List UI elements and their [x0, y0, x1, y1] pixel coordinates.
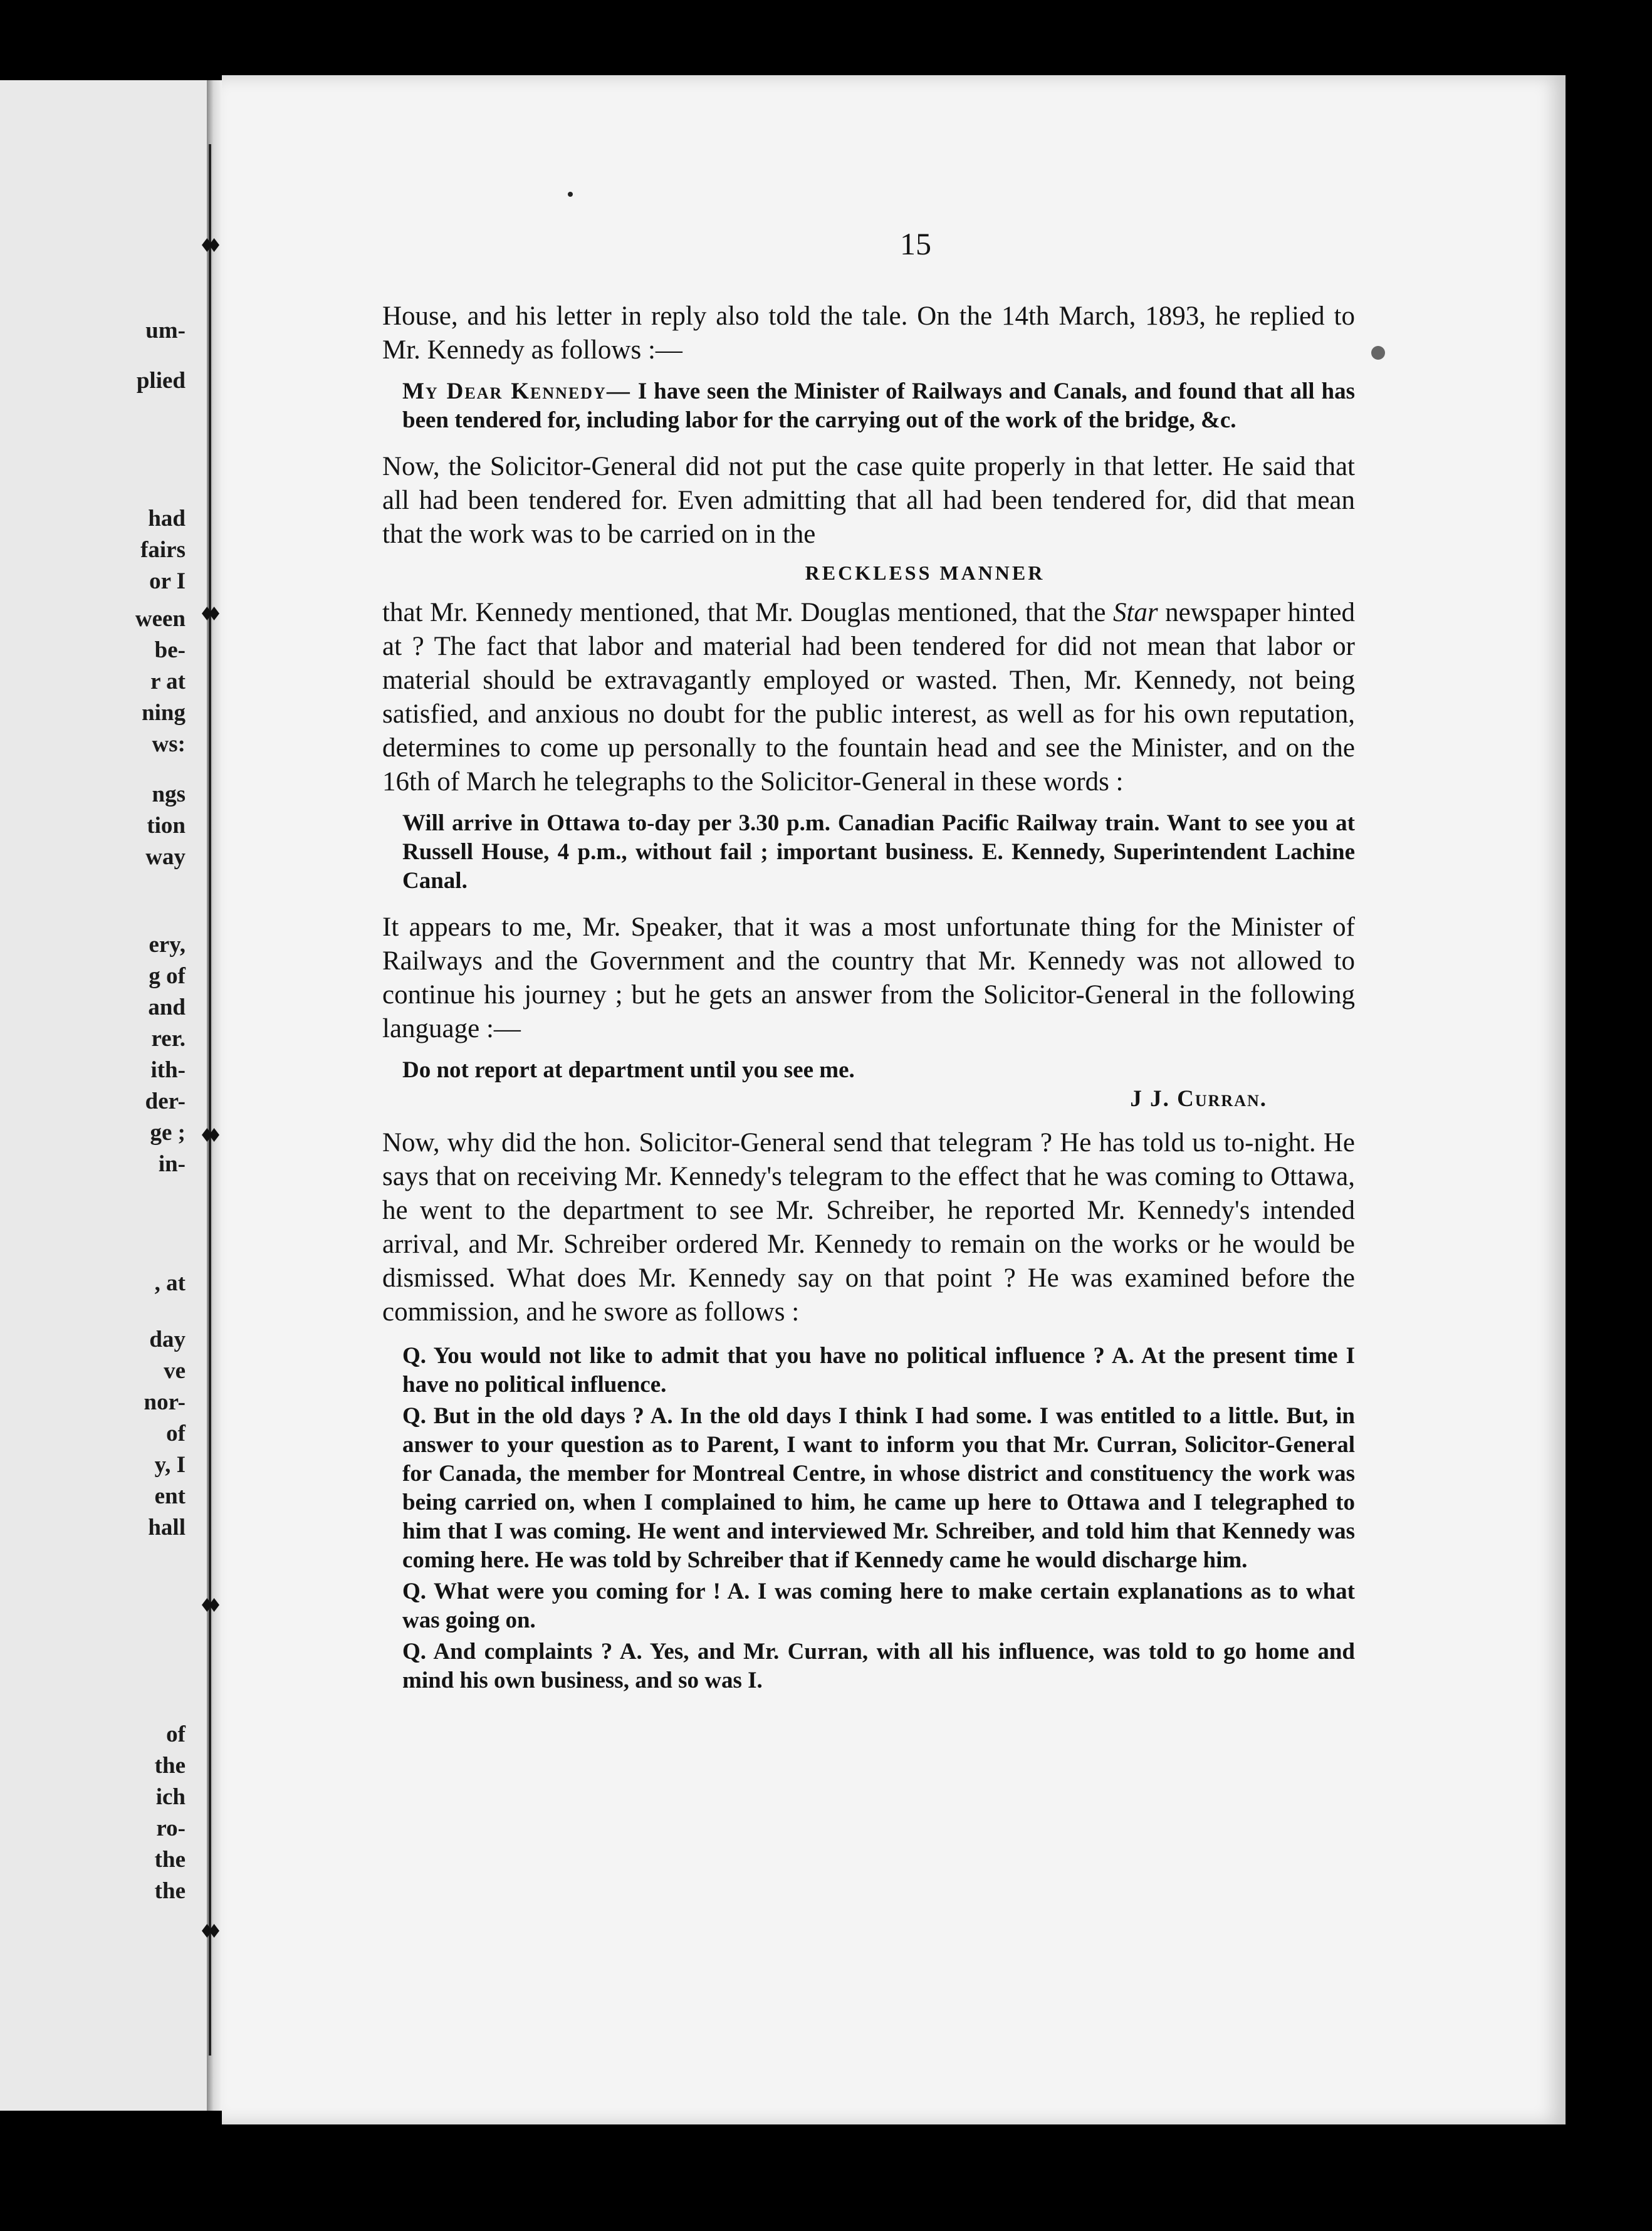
facing-page-fragment: der-: [145, 1089, 186, 1114]
facing-page-fragment: ge ;: [150, 1120, 186, 1146]
document-page: [222, 75, 1566, 2124]
facing-page-fragment: nor-: [144, 1389, 186, 1415]
facing-page-fragment: ent: [154, 1483, 186, 1509]
facing-page-fragment: be-: [154, 637, 186, 663]
facing-page-fragment: rer.: [151, 1026, 186, 1052]
letter-quote: [382, 377, 1355, 435]
facing-page-fragment: in-: [158, 1151, 186, 1177]
testimony-entry: Q. What were you coming for ! A. I was coming here to make certain explanations as to what was going on.: [402, 1579, 1355, 1633]
letter-body: I have seen the Minister of Railways and Canals, and found that all has been tendered for, including labor for the carrying out of the work of the bridge, &c.: [402, 379, 1355, 433]
facing-page-fragment: ws:: [152, 731, 186, 757]
letter-salutation: My Dear Kennedy—: [402, 379, 631, 404]
paragraph-tendered: Now, the Solicitor-General did not put the case quite properly in that letter. He said that all had been tendered for. Even admitting that all had been tendered for, did that mean that the work was to be carried on in the: [382, 452, 1355, 549]
ink-speck: [1371, 346, 1385, 360]
facing-page-fragment: ning: [142, 700, 186, 726]
facing-page-fragment: hall: [148, 1515, 186, 1540]
facing-page-fragment: um-: [145, 318, 186, 343]
telegram-signature: J J. Curran.: [1130, 1086, 1267, 1112]
facing-page-fragment: plied: [136, 368, 186, 394]
paragraph-unfortunate: It appears to me, Mr. Speaker, that it was a most unfortunate thing for the Minister of Railways and the Government and the country that Mr. Kennedy was not allowed to continue his journey ; but he gets an answer from the Solicitor-General in the following language :—: [382, 912, 1355, 1043]
section-heading: RECKLESS MANNER: [805, 562, 1045, 584]
facing-page-fragment: ich: [155, 1784, 186, 1810]
facing-page-fragment: ery,: [149, 932, 186, 958]
facing-page-fragment: the: [154, 1753, 186, 1779]
facing-page-fragment: ro-: [156, 1816, 186, 1841]
paragraph-reckless-rest: newspaper hinted at ? The fact that labor and material had been tendered for did not mean that labor or material should be extravagantly employed or wasted. Then, Mr. Kennedy, not being satisfied, and anxious no doubt for the public interest, as well as for his own reputation, determines to come up personally to the fountain head and see the Minister, and on the 16th of March he telegraphs to the Solicitor-General in these words :: [382, 598, 1356, 797]
telegram-kennedy: Will arrive in Ottawa to-day per 3.30 p.m. Canadian Pacific Railway train. Want to see you at Russell House, 4 p.m., without fail ; important business. E. Kennedy, Superintendent Lachine Canal.: [402, 810, 1355, 894]
testimony-entry: Q. But in the old days ? A. In the old days I think I had some. I was entitled to a little. But, in answer to your question as to Parent, I want to inform you that Mr. Curran, Solicitor-General for Canada, the member for Montreal Centre, in whose district and constituency the work was being carried on, when I complained to him, he came up here to Ottawa and I telegraphed to him that I was coming. He went and interviewed Mr. Schreiber, and told him that Kennedy was coming here. He was told by Schreiber that if Kennedy came he would discharge him.: [402, 1403, 1355, 1573]
paragraph-why-telegram: Now, why did the hon. Solicitor-General send that telegram ? He has told us to-night. He says that on receiving Mr. Kennedy's telegram to the effect that he was coming to Ottawa, he went to the department to see Mr. Schreiber, he reported Mr. Kennedy's intended arrival, and Mr. Schreiber ordered Mr. Kennedy to remain on the works or he would be dismissed. What does Mr. Kennedy say on that point ? He was examined before the commission, and he swore as follows :: [382, 1128, 1355, 1327]
paragraph-intro: House, and his letter in reply also told the tale. On the 14th March, 1893, he replied to Mr. Kennedy as follows :—: [382, 301, 1355, 365]
page-text-block: [382, 226, 1355, 1698]
facing-page-fragment: of: [166, 1421, 186, 1446]
facing-page-fragment: fairs: [140, 537, 186, 563]
facing-page-fragment: of: [166, 1722, 186, 1747]
telegram-curran: Do not report at department until you see me.: [402, 1057, 855, 1083]
paragraph-reckless: [382, 596, 1355, 799]
binding-thread: [209, 144, 211, 2056]
facing-page-fragment: ween: [135, 606, 186, 632]
facing-page-fragment: tion: [147, 813, 186, 839]
facing-page-fragment: or I: [149, 568, 186, 594]
facing-page-fragment: y, I: [154, 1452, 186, 1478]
paragraph-reckless-start: that Mr. Kennedy mentioned, that Mr. Douglas mentioned, that the: [382, 598, 1106, 627]
facing-page-edge: [0, 80, 207, 2111]
facing-page-fragment: g of: [149, 963, 186, 989]
testimony-entry: Q. You would not like to admit that you have no political influence ? A. At the present time I have no political influence.: [402, 1343, 1355, 1398]
ink-speck: [568, 192, 573, 197]
facing-page-fragment: r at: [150, 669, 186, 694]
facing-page-fragment: the: [154, 1847, 186, 1873]
newspaper-name: Star: [1112, 598, 1158, 627]
testimony-entry: Q. And complaints ? A. Yes, and Mr. Curran, with all his influence, was told to go home and mind his own business, and so was I.: [402, 1639, 1355, 1693]
facing-page-fragment: day: [149, 1327, 186, 1352]
facing-page-fragment: had: [148, 506, 186, 531]
testimony-list: [382, 1342, 1355, 1695]
facing-page-fragment: the: [154, 1878, 186, 1904]
facing-page-fragment: , at: [154, 1270, 186, 1296]
facing-page-fragment: ve: [164, 1358, 186, 1384]
page-number: 15: [900, 226, 931, 261]
facing-page-fragment: and: [148, 995, 186, 1020]
facing-page-fragment: ith-: [150, 1057, 186, 1083]
facing-page-fragment: way: [145, 844, 186, 870]
facing-page-fragment: ngs: [152, 781, 186, 807]
